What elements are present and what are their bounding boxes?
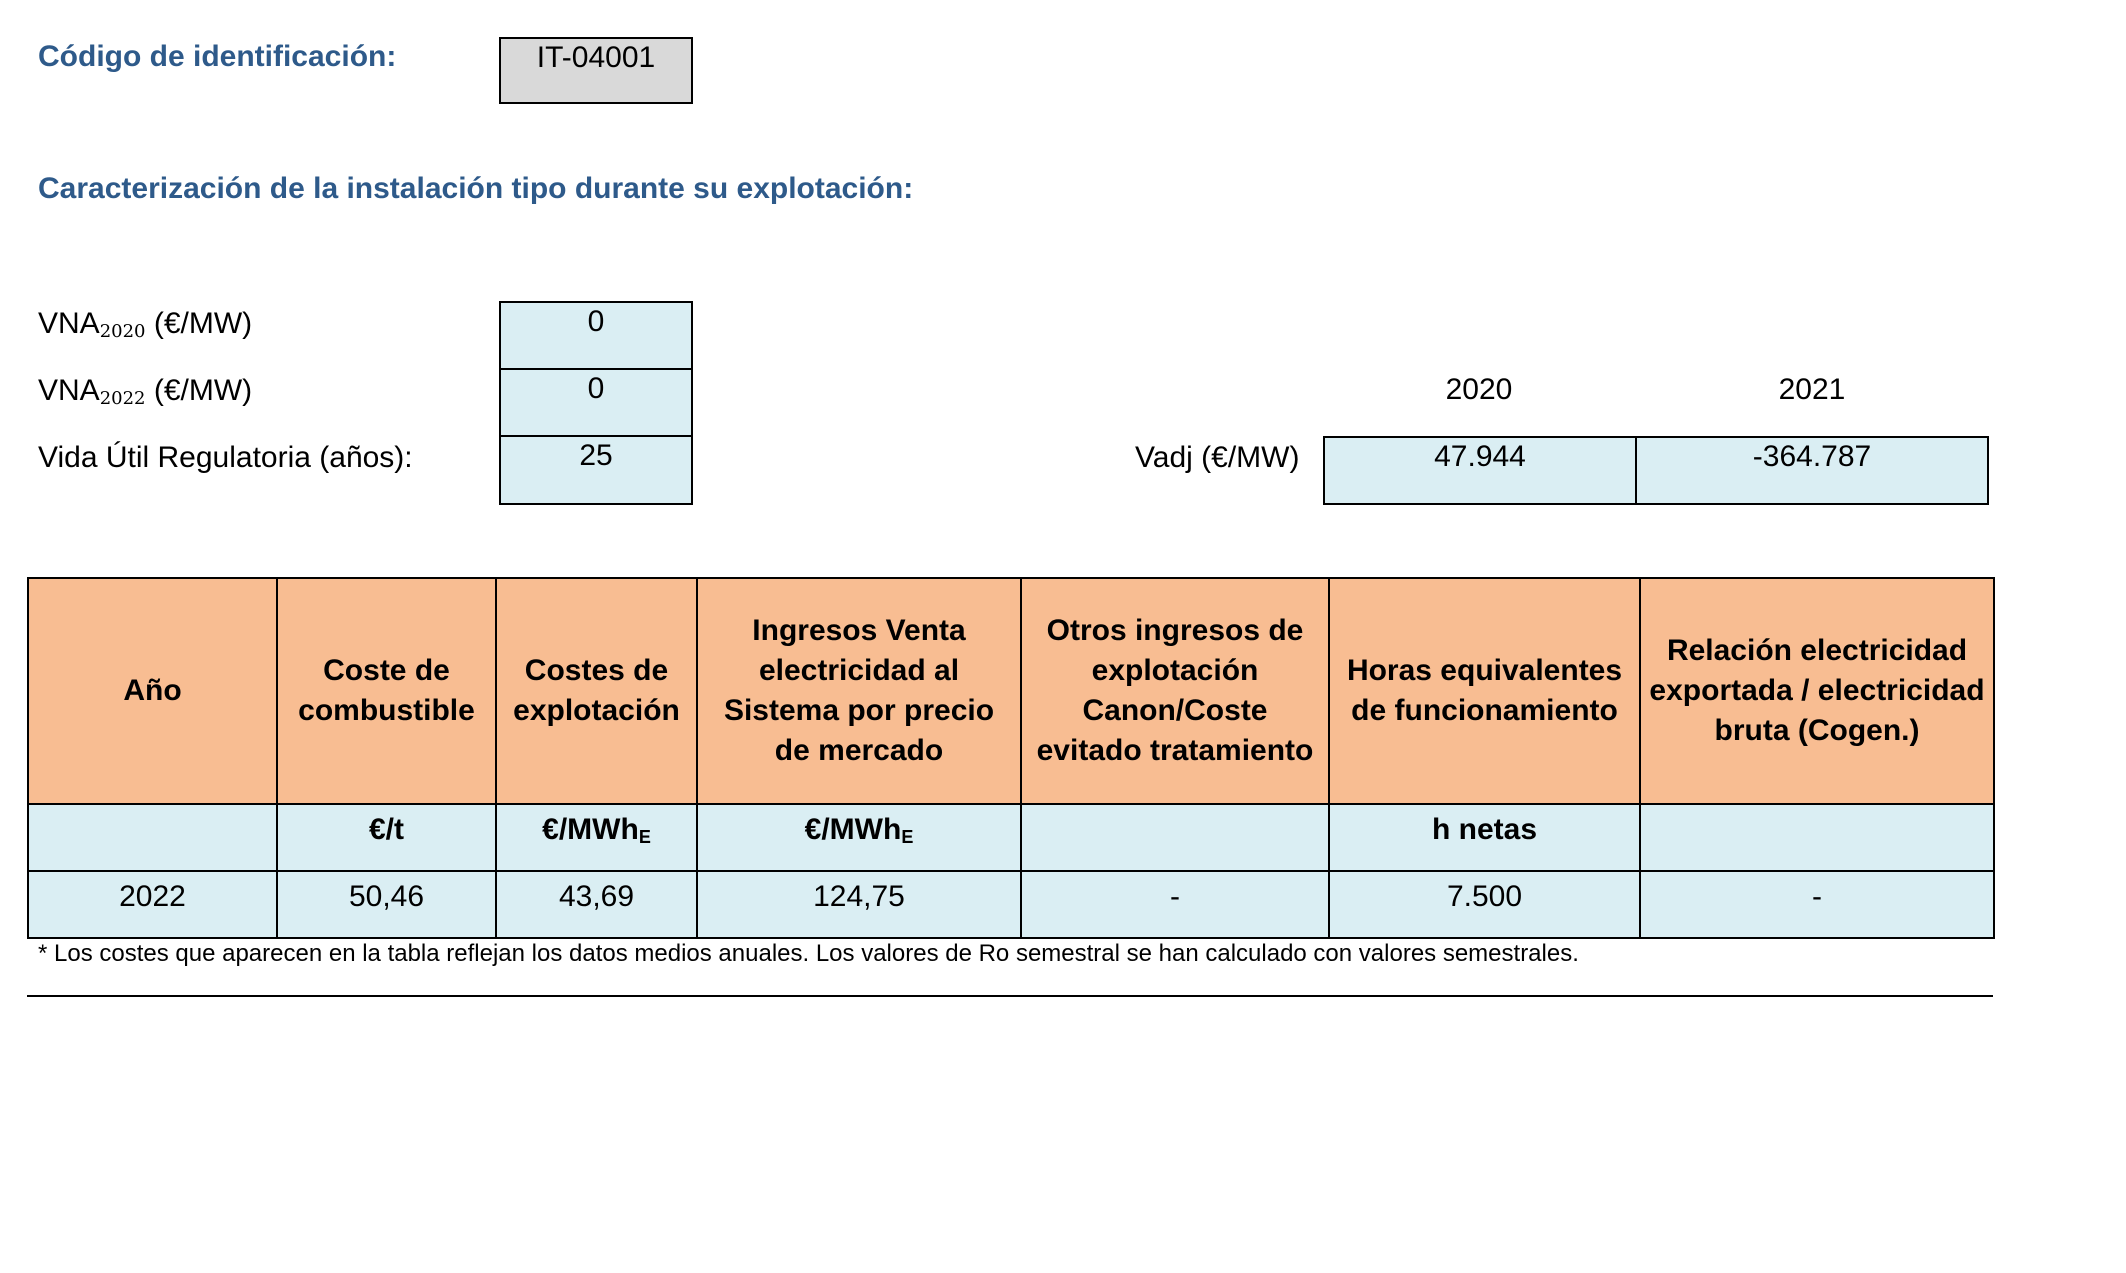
vida-util-value: 25	[499, 435, 693, 505]
vadj-value-2020: 47.944	[1323, 436, 1637, 505]
header-coste-combustible: Coste de combustible	[277, 578, 496, 804]
header-anio: Año	[28, 578, 277, 804]
vadj-label: Vadj (€/MW)	[1135, 441, 1300, 474]
unit-anio	[28, 804, 277, 871]
unit-relacion	[1640, 804, 1994, 871]
unit-horas: h netas	[1329, 804, 1640, 871]
table-row	[28, 871, 1994, 938]
unit-explotacion: €/MWh$_E$	[496, 804, 697, 871]
header-ingresos-venta: Ingresos Venta electricidad al Sistema por precio de mercado	[697, 578, 1021, 804]
cell-otros-ingresos: -	[1021, 871, 1329, 938]
header-costes-explotacion: Costes de explotación	[496, 578, 697, 804]
code-value-box: IT-04001	[499, 37, 693, 104]
cell-anio: 2022	[28, 871, 277, 938]
table-units-row	[28, 804, 1994, 871]
footnote: * Los costes que aparecen en la tabla reflejan los datos medios anuales. Los valores de Ro semestral se han calculado con valores semestrales.	[38, 940, 1579, 967]
costs-table	[27, 577, 1995, 939]
header-otros-ingresos: Otros ingresos de explotación Canon/Coste evitado tratamiento	[1021, 578, 1329, 804]
vida-util-label: Vida Útil Regulatoria (años):	[38, 441, 413, 474]
vna2022-label: $VNA_{2022}$ (€/MW)	[38, 374, 253, 409]
vna2020-label: $VNA_{2020}$ (€/MW)	[38, 307, 253, 342]
header-relacion-electricidad: Relación electricidad exportada / electricidad bruta (Cogen.)	[1640, 578, 1994, 804]
vna2022-value: 0	[499, 368, 693, 437]
cell-costes-explotacion: 43,69	[496, 871, 697, 938]
cell-horas-equivalentes: 7.500	[1329, 871, 1640, 938]
cell-relacion-electricidad: -	[1640, 871, 1994, 938]
cell-ingresos-venta: 124,75	[697, 871, 1021, 938]
cell-coste-combustible: 50,46	[277, 871, 496, 938]
footnote-divider	[27, 995, 1993, 997]
vadj-year-2020: 2020	[1445, 373, 1513, 406]
unit-ingresos: €/MWh$_E$	[697, 804, 1021, 871]
unit-combustible: €/t	[277, 804, 496, 871]
vna2020-value: 0	[499, 301, 693, 370]
unit-otros	[1021, 804, 1329, 871]
code-label: Código de identificación:	[38, 40, 397, 73]
section-title: Caracterización de la instalación tipo durante su explotación:	[38, 172, 914, 205]
header-horas-equivalentes: Horas equivalentes de funcionamiento	[1329, 578, 1640, 804]
vadj-value-2021: -364.787	[1635, 436, 1989, 505]
table-header-row	[28, 578, 1994, 804]
vadj-year-2021: 2021	[1778, 373, 1846, 406]
